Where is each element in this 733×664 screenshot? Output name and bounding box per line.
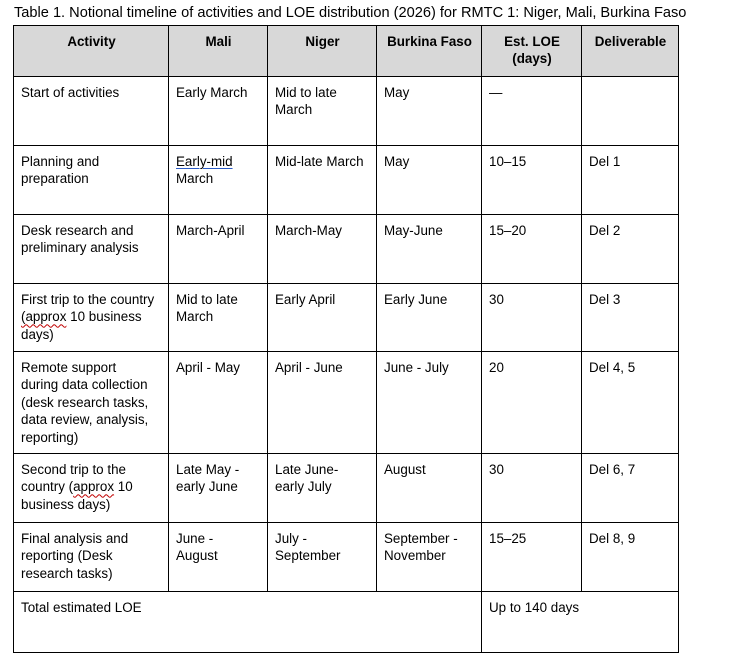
deliverable-cell: Del 8, 9	[582, 523, 679, 592]
burkina-cell: May-June	[377, 215, 482, 284]
total-value: Up to 140 days	[482, 592, 679, 653]
header-est-loe-line1: Est. LOE	[504, 34, 560, 49]
burkina-cell: May	[377, 77, 482, 146]
mali-text: early June	[176, 479, 238, 495]
activity-text: First trip to the country	[21, 292, 155, 307]
loe-cell: 30	[482, 454, 582, 523]
activity-text: Second trip to the	[21, 462, 126, 477]
burkina-cell: June - July	[377, 352, 482, 454]
niger-text: July -	[275, 531, 307, 546]
activity-text	[21, 478, 162, 495]
activity-text: Planning and	[21, 154, 100, 169]
deliverable-cell	[582, 77, 679, 146]
mali-cell	[169, 146, 268, 215]
activity-text: Start of activities	[21, 85, 120, 100]
activity-text: reporting)	[21, 429, 79, 445]
table-row	[14, 523, 679, 592]
mali-text: Late May -	[176, 462, 240, 477]
table-row	[14, 352, 679, 454]
activity-text: reporting (Desk	[21, 548, 113, 564]
niger-cell	[268, 454, 377, 523]
niger-cell: April - June	[268, 352, 377, 454]
mali-text: Mid to late	[176, 292, 238, 307]
mali-cell: Early March	[169, 77, 268, 146]
header-est-loe-line2: (days)	[512, 51, 552, 67]
deliverable-cell: Del 3	[582, 284, 679, 352]
loe-cell: 10–15	[482, 146, 582, 215]
mali-text: Early-mid	[176, 154, 233, 169]
niger-cell: Mid-late March	[268, 146, 377, 215]
activity-text: during data collection	[21, 377, 148, 393]
burkina-cell: May	[377, 146, 482, 215]
loe-cell: —	[482, 77, 582, 146]
activity-text: preliminary analysis	[21, 240, 139, 256]
table-row	[14, 215, 679, 284]
burkina-text: November	[384, 548, 446, 564]
header-row	[14, 26, 679, 77]
mali-text: March	[176, 171, 214, 187]
burkina-cell: Early June	[377, 284, 482, 352]
burkina-cell	[377, 523, 482, 592]
burkina-text: September -	[384, 531, 458, 546]
activity-text: data review, analysis,	[21, 412, 149, 428]
loe-timeline-table	[13, 25, 679, 653]
deliverable-cell: Del 1	[582, 146, 679, 215]
mali-cell	[169, 284, 268, 352]
activity-text: research tasks)	[21, 565, 113, 581]
niger-cell: Early April	[268, 284, 377, 352]
mali-text: March	[176, 309, 214, 325]
activity-text: business days)	[21, 496, 111, 512]
activity-text-part: country (	[21, 479, 74, 495]
activity-text-part: 10	[114, 479, 133, 495]
activity-cell	[14, 77, 169, 146]
mali-cell: March-April	[169, 215, 268, 284]
activity-text: Final analysis and	[21, 531, 129, 546]
activity-cell	[14, 215, 169, 284]
mali-cell	[169, 523, 268, 592]
mali-cell	[169, 454, 268, 523]
burkina-cell: August	[377, 454, 482, 523]
activity-text	[21, 308, 162, 325]
activity-cell	[14, 523, 169, 592]
activity-cell	[14, 284, 169, 352]
niger-text: March	[275, 102, 313, 118]
total-label: Total estimated LOE	[14, 592, 482, 653]
table-row	[14, 454, 679, 523]
niger-text: early July	[275, 479, 332, 495]
mali-text: June -	[176, 531, 214, 546]
niger-cell: March-May	[268, 215, 377, 284]
table-row	[14, 284, 679, 352]
activity-text: (desk research tasks,	[21, 394, 149, 410]
header-deliverable: Deliverable	[582, 26, 679, 77]
niger-text: Late June-	[275, 462, 339, 477]
mali-cell: April - May	[169, 352, 268, 454]
loe-cell: 20	[482, 352, 582, 454]
activity-text: preparation	[21, 171, 89, 187]
activity-text: days)	[21, 326, 54, 342]
deliverable-cell: Del 4, 5	[582, 352, 679, 454]
deliverable-cell: Del 6, 7	[582, 454, 679, 523]
activity-cell	[14, 146, 169, 215]
activity-cell	[14, 454, 169, 523]
header-activity: Activity	[14, 26, 169, 77]
total-row	[14, 592, 679, 653]
spelling-flag: approx	[73, 479, 115, 495]
spelling-flag: (approx	[21, 309, 67, 325]
niger-cell	[268, 77, 377, 146]
niger-cell	[268, 523, 377, 592]
niger-text: September	[275, 548, 341, 564]
table-caption: Table 1. Notional timeline of activities and LOE distribution (2026) for RMTC 1: Niger, Mali, Burkina Faso	[14, 5, 687, 21]
header-mali: Mali	[169, 26, 268, 77]
loe-cell: 30	[482, 284, 582, 352]
mali-text: August	[176, 548, 218, 564]
niger-text: Mid to late	[275, 85, 337, 100]
activity-text: Desk research and	[21, 223, 134, 238]
activity-text-part: 10 business	[66, 309, 142, 325]
activity-text: Remote support	[21, 360, 117, 375]
header-niger: Niger	[268, 26, 377, 77]
table-row	[14, 77, 679, 146]
deliverable-cell: Del 2	[582, 215, 679, 284]
header-est-loe	[482, 26, 582, 77]
header-burkina-faso: Burkina Faso	[377, 26, 482, 77]
loe-cell: 15–20	[482, 215, 582, 284]
loe-cell: 15–25	[482, 523, 582, 592]
table-row	[14, 146, 679, 215]
activity-cell	[14, 352, 169, 454]
